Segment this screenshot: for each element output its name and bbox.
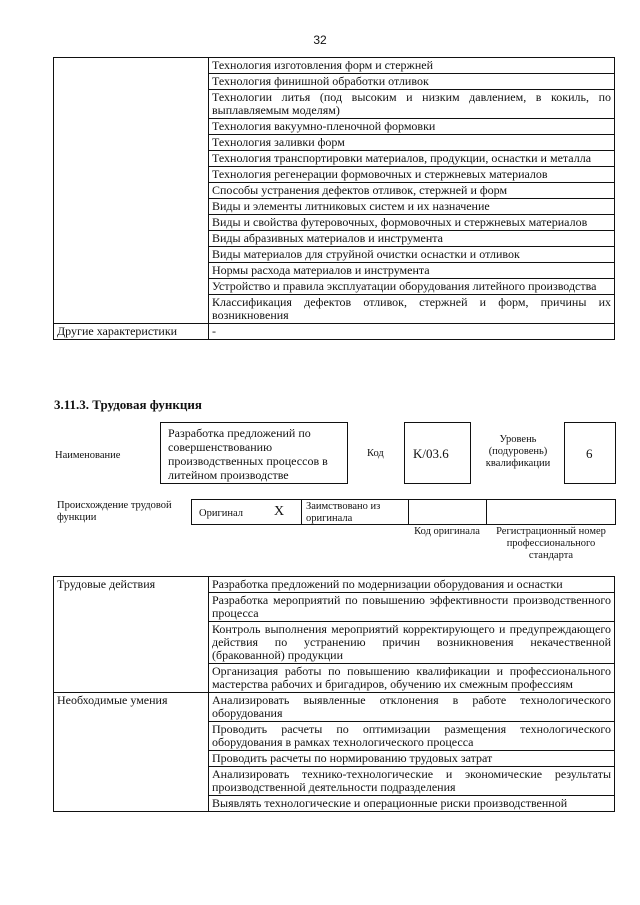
knowledge-item: Технология заливки форм: [209, 135, 615, 151]
knowledge-item: Технология регенерации формовочных и стержневых материалов: [209, 167, 615, 183]
reg-number-caption: Регистрационный номер профессионального стандарта: [496, 526, 606, 561]
actions-label: Трудовые действия: [54, 577, 209, 693]
knowledge-table: [53, 57, 615, 340]
divider: [486, 500, 487, 524]
section-heading: 3.11.3. Трудовая функция: [54, 397, 202, 412]
divider: [408, 500, 409, 524]
name-box: [160, 422, 348, 484]
function-name: Разработка предложений по совершенствованию производственных процессов в литейном производстве: [168, 426, 328, 482]
origin-row: [191, 499, 616, 525]
origin-label: Происхождение трудовой функции: [57, 500, 172, 523]
page-number: 32: [313, 33, 327, 47]
original-mark: X: [274, 504, 285, 519]
knowledge-item: Виды и свойства футеровочных, формовочных и стержневых материалов: [209, 215, 615, 231]
code-label: Код: [367, 448, 384, 459]
borrowed-label: Заимствовано из оригинала: [306, 501, 381, 524]
label-cell: [54, 58, 209, 324]
skills-label: Необходимые умения: [54, 693, 209, 812]
code-value: K/03.6: [413, 446, 449, 461]
skill-item: Выявлять технологические и операционные риски производственной: [209, 796, 615, 812]
divider: [301, 500, 302, 524]
original-label: Оригинал: [199, 508, 243, 519]
action-item: Организация работы по повышению квалификации и профессионального мастерства рабочих и бригадиров, обучению их смежным профессиям: [209, 664, 615, 693]
skill-item: Анализировать технико-технологические и экономические результаты производственной деятельности подразделения: [209, 767, 615, 796]
knowledge-item: Устройство и правила эксплуатации оборудования литейного производства: [209, 279, 615, 295]
knowledge-item: Технология изготовления форм и стержней: [209, 58, 615, 74]
labor-function-table: [53, 576, 615, 812]
other-characteristics-value: -: [209, 324, 615, 340]
table-row: [54, 693, 615, 722]
name-label: Наименование: [55, 450, 121, 461]
action-item: Разработка мероприятий по повышению эффективности производственного процесса: [209, 593, 615, 622]
action-item: Контроль выполнения мероприятий корректирующего и предупреждающего действия по устранению причин возникновения некачественной (бракованной) продукции: [209, 622, 615, 664]
knowledge-item: Нормы расхода материалов и инструмента: [209, 263, 615, 279]
table-row: [54, 58, 615, 74]
knowledge-item: Виды и элементы литниковых систем и их назначение: [209, 199, 615, 215]
knowledge-item: Виды материалов для струйной очистки оснастки и отливок: [209, 247, 615, 263]
skill-item: Проводить расчеты по оптимизации размещения технологического оборудования в рамках технологического процесса: [209, 722, 615, 751]
action-item: Разработка предложений по модернизации оборудования и оснастки: [209, 577, 615, 593]
knowledge-item: Способы устранения дефектов отливок, стержней и форм: [209, 183, 615, 199]
level-label: Уровень (подуровень) квалификации: [485, 434, 551, 469]
other-characteristics-label: Другие характеристики: [54, 324, 209, 340]
level-value: 6: [586, 446, 593, 461]
code-original-caption: Код оригинала: [414, 526, 480, 537]
table-row: [54, 324, 615, 340]
knowledge-item: Технология транспортировки материалов, продукции, оснастки и металла: [209, 151, 615, 167]
skill-item: Проводить расчеты по нормированию трудовых затрат: [209, 751, 615, 767]
knowledge-item: Виды абразивных материалов и инструмента: [209, 231, 615, 247]
knowledge-item: Классификация дефектов отливок, стержней и форм, причины их возникновения: [209, 295, 615, 324]
knowledge-item: Технология вакуумно-пленочной формовки: [209, 119, 615, 135]
skill-item: Анализировать выявленные отклонения в работе технологического оборудования: [209, 693, 615, 722]
knowledge-item: Технология финишной обработки отливок: [209, 74, 615, 90]
code-box: [404, 422, 471, 484]
level-box: [564, 422, 616, 484]
table-row: [54, 577, 615, 593]
knowledge-item: Технологии литья (под высоким и низким давлением, в кокиль, по выплавляемым моделям): [209, 90, 615, 119]
